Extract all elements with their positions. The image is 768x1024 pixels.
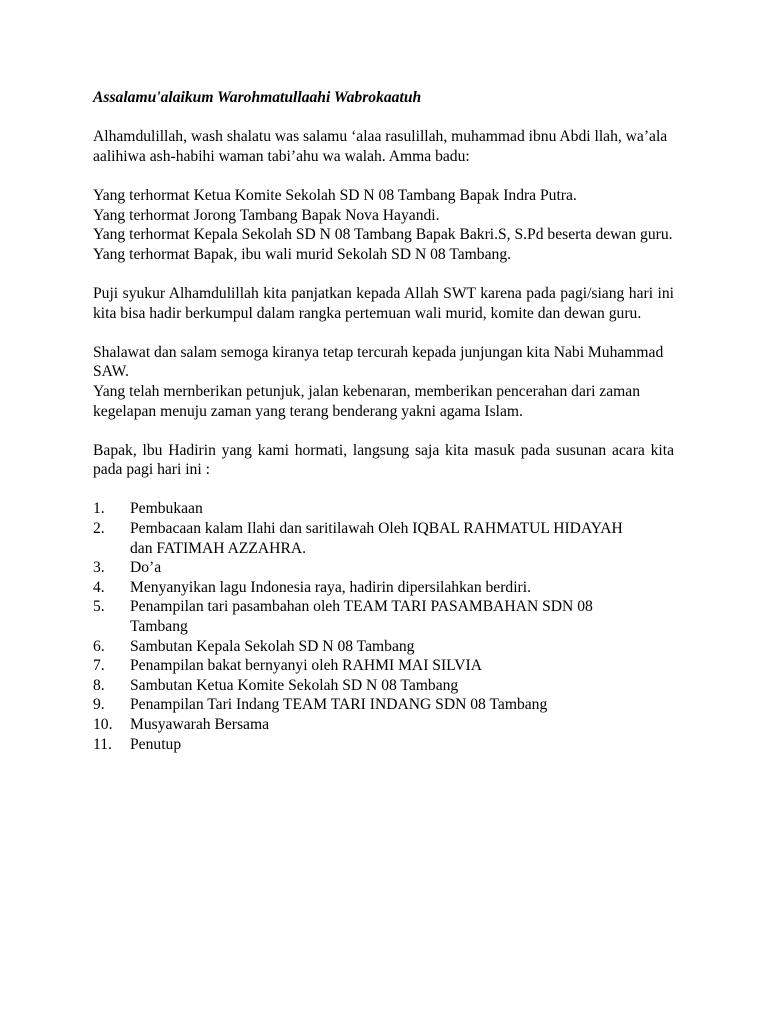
agenda-item-text: Musyawarah Bersama	[130, 716, 269, 733]
agenda-item-text: Penutup	[130, 735, 182, 753]
agenda-item	[93, 519, 674, 558]
agenda-list	[93, 499, 674, 754]
spacer	[93, 323, 674, 343]
greeting-line: Yang terhormat Bapak, ibu wali murid Sekolah SD N 08 Tambang.	[93, 245, 512, 263]
salutation-heading: Assalamu'alaikum Warohmatullaahi Wabrokaatuh	[93, 89, 422, 106]
agenda-item-text: Pembukaan	[130, 500, 203, 518]
greeting-line: Yang terhormat Jorong Tambang Bapak Nova Hayandi.	[93, 206, 440, 224]
agenda-item-text: Penampilan tari pasambahan oleh TEAM TARI PASAMBAHAN SDN 08 Tambang	[130, 598, 593, 636]
agenda-item-text: Penampilan Tari Indang TEAM TARI INDANG SDN 08 Tambang	[130, 696, 548, 714]
agenda-item	[93, 656, 674, 676]
agenda-intro-paragraph: Bapak, lbu Hadirin yang kami hormati, langsung saja kita masuk pada susunan acara kita pada pagi hari ini :	[93, 441, 674, 479]
greeting-line: Yang terhormat Kepala Sekolah SD N 08 Tambang Bapak Bakri.S, S.Pd beserta dewan guru.	[93, 226, 673, 244]
agenda-item-number: 9.	[93, 696, 105, 714]
agenda-item-number: 5.	[93, 598, 105, 616]
shalawat-paragraph: Shalawat dan salam semoga kiranya tetap tercurah kepada junjungan kita Nabi Muhammad SAW.	[93, 343, 664, 381]
agenda-item-text: Do’a	[130, 559, 162, 577]
agenda-item	[93, 558, 674, 578]
agenda-item-number: 6.	[93, 637, 105, 655]
agenda-item-text: Menyanyikan lagu Indonesia raya, hadirin dipersilahkan berdiri.	[130, 578, 531, 596]
agenda-item	[93, 637, 674, 657]
opening-paragraph: Alhamdulillah, wash shalatu was salamu ‘alaa rasulillah, muhammad ibnu Abdi llah, wa’ala aalihiwa ash-habihi waman tabi’ahu wa walah. Amma badu:	[93, 128, 668, 165]
agenda-item	[93, 597, 674, 636]
agenda-item-number: 8.	[93, 676, 105, 694]
greetings-block	[93, 186, 674, 264]
spacer	[93, 166, 674, 186]
agenda-item-number: 10.	[93, 716, 113, 733]
gratitude-paragraph: Puji syukur Alhamdulillah kita panjatkan kepada Allah SWT karena pada pagi/siang hari ini kita bisa hadir berkumpul dalam rangka pertemuan wali murid, komite dan dewan guru.	[93, 284, 674, 322]
agenda-item-text: Penampilan bakat bernyanyi oleh RAHMI MAI SILVIA	[130, 657, 482, 675]
spacer	[93, 421, 674, 441]
document-page	[93, 88, 674, 754]
agenda-item	[93, 735, 674, 755]
agenda-item-number: 4.	[93, 578, 105, 596]
agenda-item	[93, 715, 674, 735]
agenda-item	[93, 695, 674, 715]
agenda-item	[93, 499, 674, 519]
spacer	[93, 264, 674, 284]
agenda-item-text: Pembacaan kalam Ilahi dan saritilawah Oleh IQBAL RAHMATUL HIDAYAH dan FATIMAH AZZAHRA.	[130, 520, 623, 557]
shalawat-paragraph: Yang telah mernberikan petunjuk, jalan kebenaran, memberikan pencerahan dari zaman kegelapan menuju zaman yang terang benderang yakni agama Islam.	[93, 382, 640, 420]
spacer	[93, 108, 674, 128]
greeting-line: Yang terhormat Ketua Komite Sekolah SD N 08 Tambang Bapak Indra Putra.	[93, 186, 577, 204]
agenda-item-number: 7.	[93, 657, 105, 675]
agenda-item-number: 3.	[93, 559, 105, 577]
agenda-item-text: Sambutan Kepala Sekolah SD N 08 Tambang	[130, 637, 415, 655]
agenda-item	[93, 578, 674, 598]
agenda-item-number: 1.	[93, 500, 105, 518]
agenda-item-number: 11.	[93, 735, 112, 753]
agenda-item-number: 2.	[93, 520, 105, 538]
spacer	[93, 480, 674, 500]
agenda-item-text: Sambutan Ketua Komite Sekolah SD N 08 Tambang	[130, 676, 459, 694]
agenda-item	[93, 676, 674, 696]
